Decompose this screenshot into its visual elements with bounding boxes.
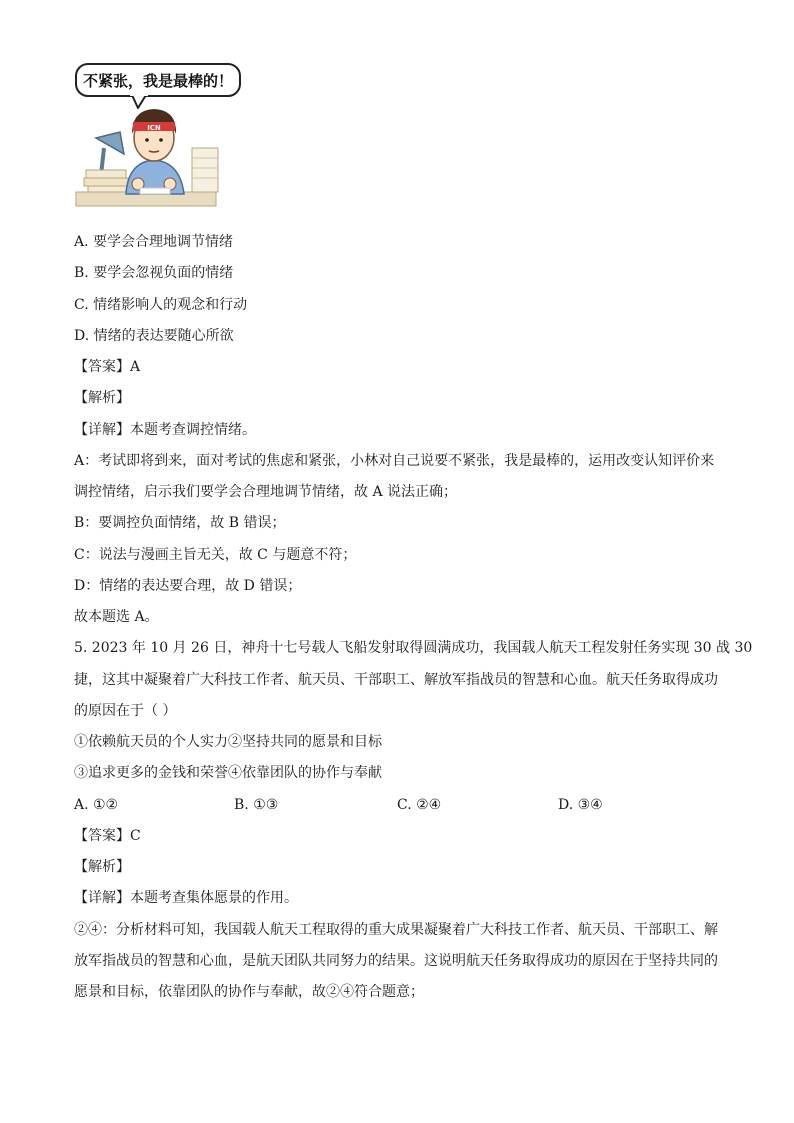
q5-choice-a: A. ①② [74, 797, 119, 813]
q4-option-b: B. 要学会忽视负面的情绪 [74, 265, 234, 281]
book-stack-icon [84, 170, 130, 192]
q5-explain-line: 愿景和目标，依靠团队的协作与奉献，故②④符合题意； [74, 984, 424, 1000]
q5-analysis-heading: 【解析】 [74, 859, 130, 875]
q4-explain-line: B：要调控负面情绪，故 B 错误； [74, 515, 286, 531]
q5-detail-heading: 【详解】本题考查集体愿景的作用。 [74, 890, 298, 906]
paper-stack-icon [192, 148, 218, 192]
speech-bubble [76, 64, 240, 108]
q5-stem-line: 捷，这其中凝聚着广大科技工作者、航天员、干部职工、解放军指战员的智慧和心血。航天任务取得成功 [74, 672, 718, 688]
q5-choices-row [74, 795, 724, 815]
q5-choice-b: B. ①③ [234, 797, 279, 813]
q4-conclusion: 故本题选 A。 [74, 609, 159, 625]
q5-choice-d: D. ③④ [558, 797, 603, 813]
q4-analysis-heading: 【解析】 [74, 390, 130, 406]
q4-option-a: A. 要学会合理地调节情绪 [74, 234, 234, 250]
q5-statement-line: ①依赖航天员的个人实力②坚持共同的愿景和目标 [74, 734, 382, 750]
q4-detail-heading: 【详解】本题考查调控情绪。 [74, 422, 256, 438]
q4-option-d: D. 情绪的表达要随心所欲 [74, 328, 234, 344]
q5-answer: 【答案】C [74, 828, 141, 844]
headband-text: ICN [147, 124, 161, 132]
q4-explain-line: D：情绪的表达要合理，故 D 错误； [74, 578, 302, 594]
q5-explain-line: 放军指战员的智慧和心血，是航天团队共同努力的结果。这说明航天任务取得成功的原因在于坚持共同的 [74, 953, 718, 969]
q4-explain-line: A：考试即将到来，面对考试的焦虑和紧张，小林对自己说要不紧张，我是最棒的，运用改变认知评价来 [74, 453, 715, 469]
q5-explain-line: ②④：分析材料可知，我国载人航天工程取得的重大成果凝聚着广大科技工作者、航天员、干部职工、解 [74, 922, 718, 938]
q5-stem-line: 5. 2023 年 10 月 26 日，神舟十七号载人飞船发射取得圆满成功，我国载人航天工程发射任务实现 30 战 30 [74, 640, 753, 656]
q4-explain-line: C：说法与漫画主旨无关，故 C 与题意不符； [74, 547, 357, 563]
q5-statement-line: ③追求更多的金钱和荣誉④依靠团队的协作与奉献 [74, 765, 382, 781]
cartoon-illustration [74, 62, 244, 208]
q4-explain-line: 调控情绪，启示我们要学会合理地调节情绪，故 A 说法正确； [74, 484, 458, 500]
q5-choice-c: C. ②④ [397, 797, 442, 813]
exam-paper [140, 188, 170, 194]
speech-bubble-text: 不紧张，我是最棒的！ [82, 72, 234, 90]
student-figure [126, 109, 184, 194]
q4-answer: 【答案】A [74, 359, 141, 375]
q5-stem-line: 的原因在于（ ） [74, 703, 177, 719]
q4-option-c: C. 情绪影响人的观念和行动 [74, 297, 248, 313]
